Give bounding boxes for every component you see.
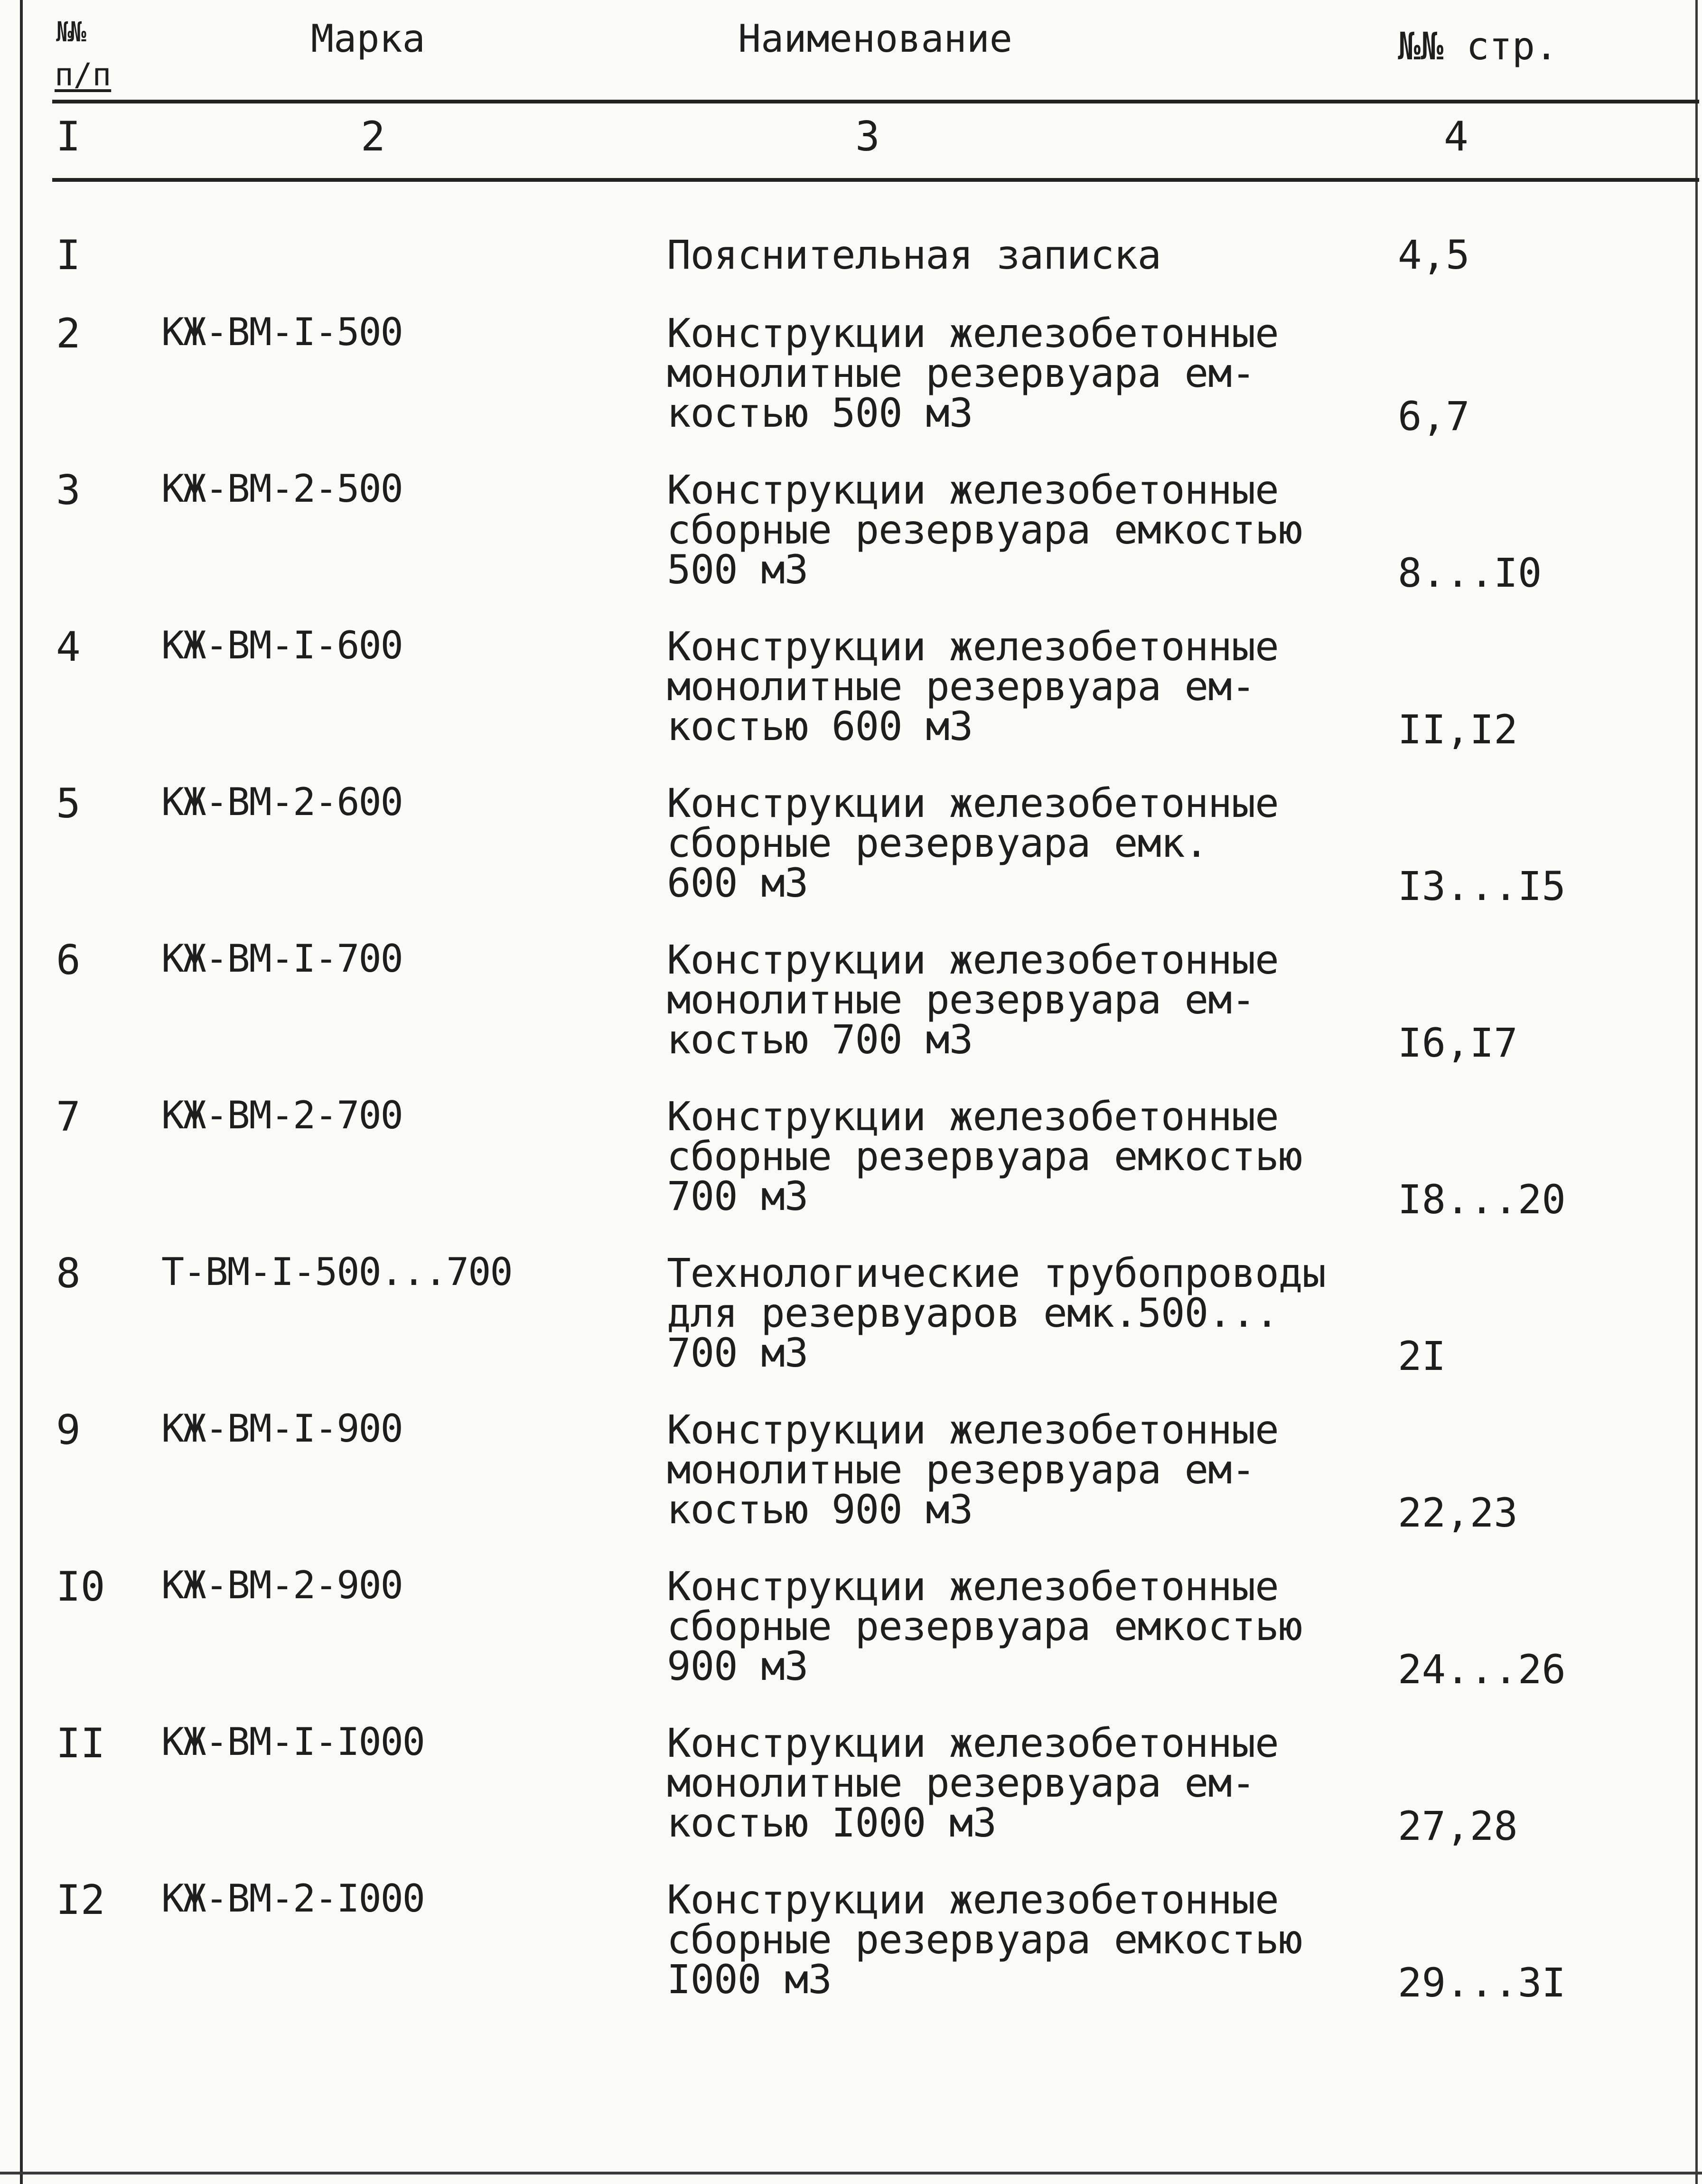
header-divider	[52, 100, 1699, 103]
row-mark: КЖ-ВМ-2-700	[161, 1093, 402, 1137]
row-pages: II,I2	[1398, 706, 1518, 753]
row-pages: 2I	[1398, 1333, 1446, 1379]
row-mark: КЖ-ВМ-I-700	[161, 937, 402, 981]
row-pages: 27,28	[1398, 1803, 1518, 1849]
row-pages: I6,I7	[1398, 1020, 1518, 1066]
header-page-number: №№ стр.	[1398, 24, 1558, 68]
row-title: Технологические трубопроводы для резервуаров емк.500... 700 м3	[667, 1250, 1326, 1376]
row-pages: 22,23	[1398, 1490, 1518, 1536]
row-pages: 24...26	[1398, 1646, 1566, 1693]
row-title: Конструкции железобетонные монолитные резервуара ем- костью I000 м3	[667, 1720, 1279, 1846]
page-right-border	[1695, 0, 1698, 2184]
row-number: 2	[56, 310, 81, 357]
row-title: Конструкции железобетонные сборные резервуара емкостью 900 м3	[667, 1563, 1302, 1689]
row-title: Конструкции железобетонные монолитные резервуара ем- костью 700 м3	[667, 937, 1279, 1063]
row-number: 8	[56, 1250, 81, 1297]
header-mark: Марка	[311, 17, 425, 61]
page-left-border	[20, 0, 23, 2184]
row-mark: КЖ-ВМ-2-I000	[161, 1876, 424, 1921]
row-mark: КЖ-ВМ-I-I000	[161, 1720, 424, 1764]
row-mark: КЖ-ВМ-2-500	[161, 467, 402, 511]
row-mark: Т-ВМ-I-500...700	[161, 1250, 512, 1294]
row-pages: 29...3I	[1398, 1959, 1566, 2006]
row-number: 6	[56, 937, 81, 984]
column-number-1: I	[56, 113, 81, 160]
row-title: Конструкции железобетонные сборные резервуара емкостью I000 м3	[667, 1876, 1302, 2003]
column-number-3: 3	[855, 113, 880, 160]
column-numbers-divider	[52, 178, 1699, 182]
row-mark: КЖ-ВМ-2-600	[161, 780, 402, 824]
column-number-2: 2	[361, 113, 385, 160]
row-number: 9	[56, 1406, 81, 1454]
row-title: Конструкции железобетонные монолитные резервуара ем- костью 600 м3	[667, 623, 1279, 750]
row-number: I2	[56, 1876, 105, 1924]
row-pages: 8...I0	[1398, 550, 1542, 596]
header-number-sign: №№	[56, 16, 84, 48]
row-title: Конструкции железобетонные монолитные резервуара ем- костью 900 м3	[667, 1406, 1279, 1533]
row-pages: I3...I5	[1398, 863, 1566, 909]
header-item-number: п/п	[55, 56, 112, 93]
page-bottom-border	[0, 2172, 1702, 2175]
row-number: II	[56, 1720, 105, 1767]
row-mark: КЖ-ВМ-I-900	[161, 1406, 402, 1451]
row-pages: 4,5	[1398, 232, 1470, 278]
row-number: 7	[56, 1093, 81, 1141]
row-number: 4	[56, 623, 81, 671]
row-pages: 6,7	[1398, 393, 1470, 440]
row-number: 5	[56, 780, 81, 827]
header-title: Наименование	[738, 17, 1012, 61]
row-mark: КЖ-ВМ-I-500	[161, 310, 402, 354]
row-title: Конструкции железобетонные сборные резервуара емкостью 500 м3	[667, 467, 1302, 593]
row-mark: КЖ-ВМ-I-600	[161, 623, 402, 667]
row-number: I0	[56, 1563, 105, 1611]
row-number: 3	[56, 467, 81, 514]
row-title: Пояснительная записка	[667, 232, 1161, 278]
row-mark: КЖ-ВМ-2-900	[161, 1563, 402, 1607]
row-title: Конструкции железобетонные монолитные резервуара ем- костью 500 м3	[667, 310, 1279, 436]
row-title: Конструкции железобетонные сборные резервуара емк. 600 м3	[667, 780, 1279, 906]
row-pages: I8...20	[1398, 1176, 1566, 1223]
row-number: I	[56, 232, 81, 279]
column-number-4: 4	[1444, 113, 1468, 160]
row-title: Конструкции железобетонные сборные резервуара емкостью 700 м3	[667, 1093, 1302, 1219]
